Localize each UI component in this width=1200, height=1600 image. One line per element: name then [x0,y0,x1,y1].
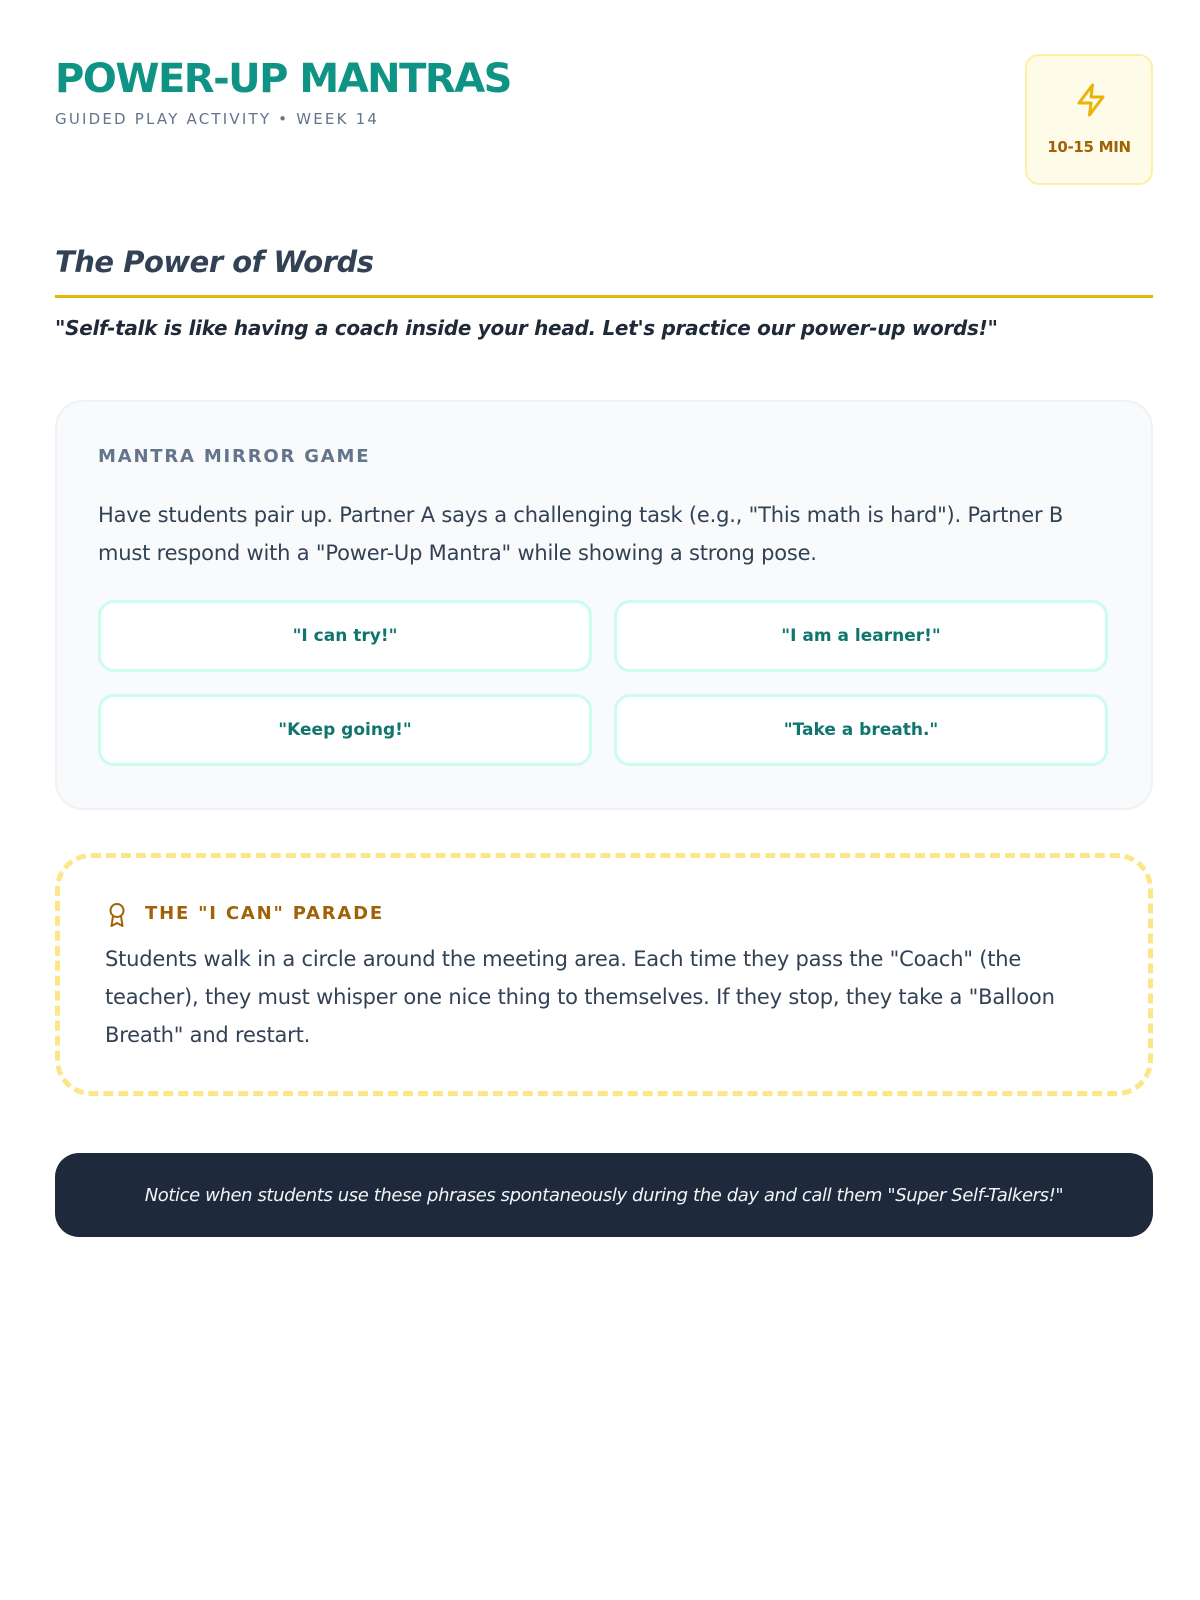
i-can-parade-card [55,853,1153,1096]
mantra-chip-i-can-try[interactable]: "I can try!" [98,600,592,672]
award-ribbon-icon [106,902,128,928]
mirror-game-label: MANTRA MIRROR GAME [98,446,371,467]
footer-banner [55,1153,1153,1237]
intro-quote: "Self-talk is like having a coach inside your head. Let's practice our power-up words!" [55,316,998,340]
duration-badge [1025,54,1153,185]
section-heading: The Power of Words [55,245,374,279]
mantra-mirror-card [55,400,1153,810]
page-header [55,0,1153,200]
mirror-game-instructions: Have students pair up. Partner A says a challenging task (e.g., "This math is hard"). Partner B must respond with a "Power-Up Mantra" while showing a strong pose. [98,503,1064,565]
parade-description: Students walk in a circle around the meeting area. Each time they pass the "Coach" (the teacher), they must whisper one nice thing to themselves. If they stop, they take a "Balloon Breath" and restart. [105,947,1055,1047]
activity-page [55,0,1153,1206]
mantra-chip-keep-going[interactable]: "Keep going!" [98,694,592,766]
page-subtitle: GUIDED PLAY ACTIVITY • WEEK 14 [55,110,380,128]
mantra-chip-take-a-breath[interactable]: "Take a breath." [614,694,1108,766]
heading-divider [55,295,1153,298]
mantra-grid [98,600,1108,768]
footer-note: Notice when students use these phrases spontaneously during the day and call them "Super Self-Talkers!" [144,1184,1064,1206]
lightning-bolt-icon [1073,80,1109,120]
parade-label: THE "I CAN" PARADE [145,903,384,924]
page-title: POWER-UP MANTRAS [55,56,511,102]
mantra-chip-i-am-a-learner[interactable]: "I am a learner!" [614,600,1108,672]
duration-label: 10-15 MIN [1047,138,1131,156]
